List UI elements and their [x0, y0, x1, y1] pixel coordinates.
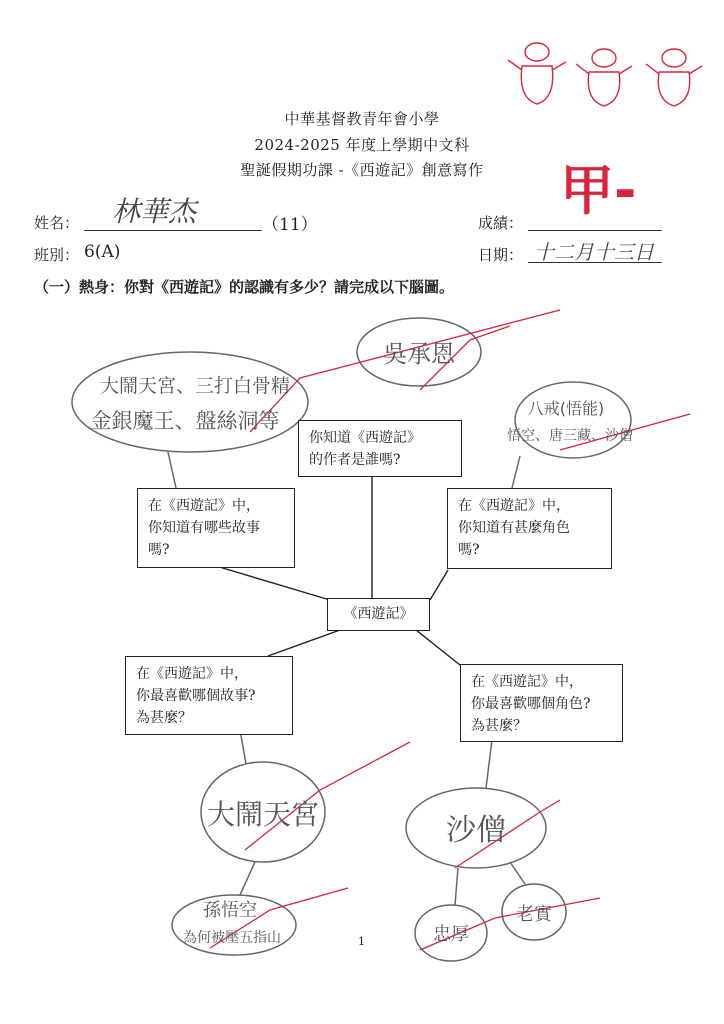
class-value: 6(A)	[84, 242, 121, 262]
answer-character-reason-b: 老實	[516, 904, 552, 925]
doodle-icon	[576, 49, 632, 106]
grade-value: 甲-	[560, 159, 637, 222]
answer-characters-line1: 八戒(悟能)	[527, 399, 605, 418]
student-number: （11）	[262, 215, 318, 235]
name-value: 林華杰	[112, 195, 197, 228]
question-line: 的作者是誰嗎?	[309, 452, 401, 468]
question-line: 為甚麼？	[471, 718, 527, 734]
answer-story-reason-line2: 為何被壓五指山	[183, 930, 281, 946]
answer-story-reason-line1: 孫悟空	[203, 900, 257, 921]
question-line: 嗎?	[148, 542, 170, 558]
term-title: 2024-2025 年度上學期中文科	[254, 136, 470, 154]
question-favourite-character	[460, 664, 623, 742]
doodle-icon	[508, 43, 566, 104]
center-topic: 《西遊記》	[327, 598, 430, 631]
question-line: 你知道有哪些故事	[148, 520, 260, 536]
answer-author: 吳承恩	[383, 340, 455, 368]
question-line: 你最喜歡哪個角色?	[471, 696, 591, 712]
date-label: 日期：	[478, 246, 524, 264]
question-line: 在《西遊記》中，	[148, 498, 260, 514]
question-author	[298, 420, 462, 477]
answer-favourite-character: 沙僧	[446, 813, 506, 848]
question-line: 在《西遊記》中，	[136, 666, 248, 682]
grade-line	[528, 230, 662, 231]
section-title: （一）熱身：你對《西遊記》的認識有多少？請完成以下腦圖。	[34, 278, 455, 296]
name-line	[84, 230, 262, 231]
doodle-icon	[646, 49, 702, 106]
question-line: 為甚麼？	[136, 710, 192, 726]
question-line: 在《西遊記》中，	[458, 498, 570, 514]
question-stories	[137, 488, 295, 568]
assignment-title: 聖誕假期功課 -《西遊記》創意寫作	[240, 161, 484, 179]
class-label: 班別：	[34, 246, 80, 264]
answer-characters-line2: 悟空、唐三藏、沙僧	[507, 428, 633, 444]
page-number: 1	[358, 935, 365, 948]
question-line: 你知道《西遊記》	[309, 430, 421, 446]
bubble-stories	[72, 352, 308, 452]
question-line: 你最喜歡哪個故事?	[136, 688, 256, 704]
question-characters	[447, 488, 612, 569]
grade-label: 成績：	[478, 214, 524, 232]
check-marks	[210, 310, 690, 950]
question-favourite-story	[125, 656, 293, 735]
name-label: 姓名：	[34, 214, 80, 232]
question-line: 你知道有甚麼角色	[458, 520, 570, 536]
question-line: 在《西遊記》中，	[471, 674, 583, 690]
question-line: 嗎?	[458, 542, 480, 558]
answer-favourite-story: 大鬧天宮	[206, 798, 320, 831]
date-value: 十二月十三日	[534, 240, 654, 264]
answer-stories-line2: 金銀魔王、盤絲洞等	[90, 409, 280, 433]
school-name: 中華基督教青年會小學	[284, 110, 440, 128]
answer-stories-line1: 大鬧天宮、三打白骨精	[99, 375, 291, 397]
answer-character-reason-a: 忠厚	[433, 924, 469, 945]
